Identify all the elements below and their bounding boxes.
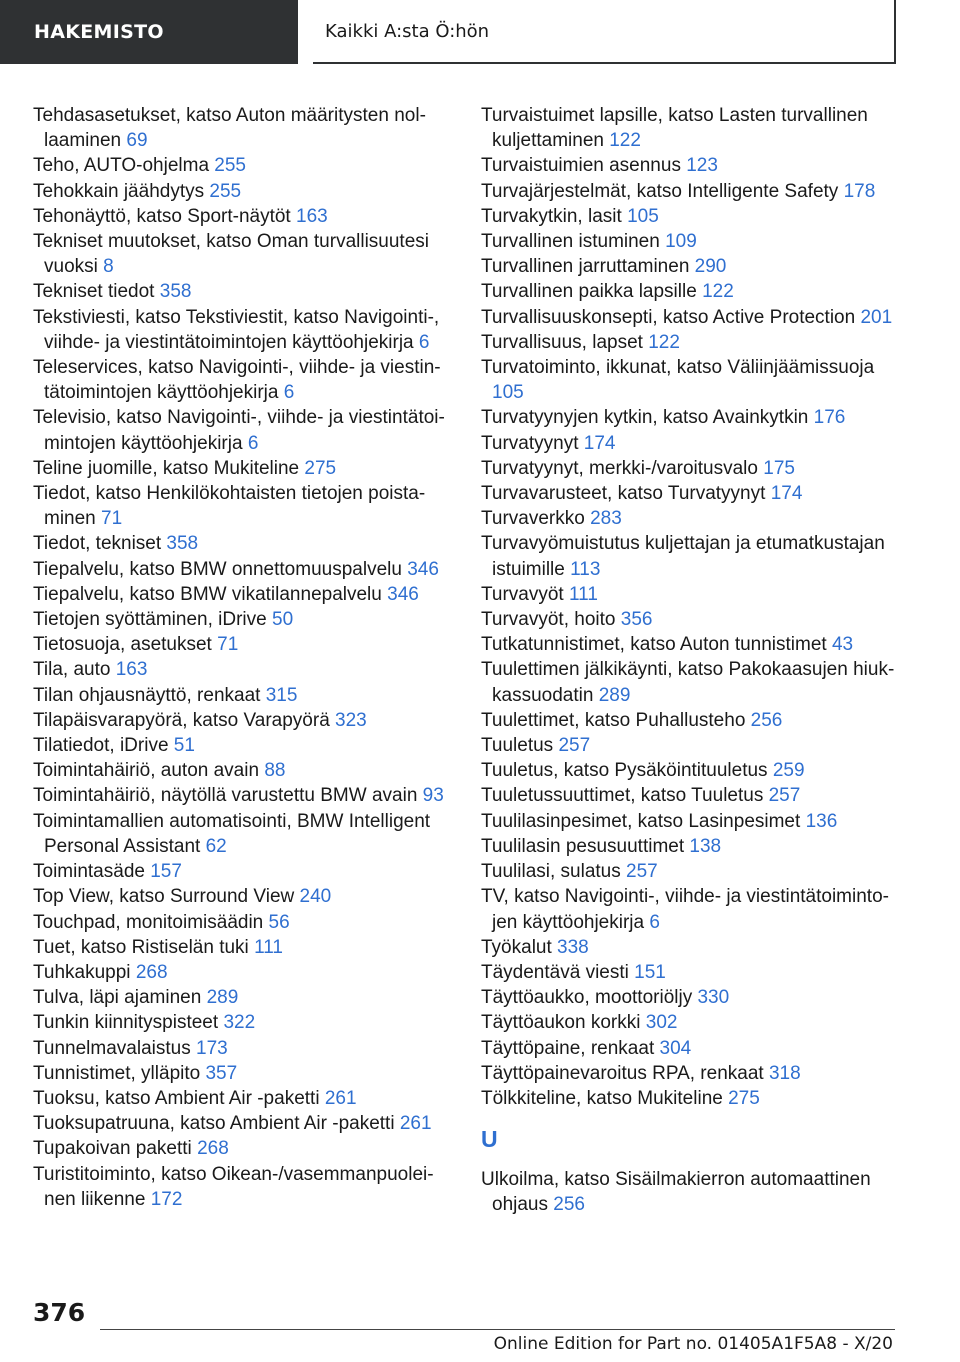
entry-page-link[interactable]: 173 bbox=[196, 1037, 228, 1059]
entry-text: Tuulilasinpesimet, katso Lasinpesimet bbox=[481, 810, 801, 832]
entry-text: Turvajärjestelmät, katso Intelligente Safety bbox=[481, 180, 839, 202]
entry-text: Tekstiviesti, katso Tekstiviestit, katso Navigointi-, viihde- ja viestintätoimintojen käyttöohjekirja bbox=[33, 306, 440, 353]
entry-page-link[interactable]: 175 bbox=[763, 457, 795, 479]
index-entry bbox=[33, 305, 453, 355]
index-entry bbox=[481, 758, 901, 783]
index-entry bbox=[33, 531, 453, 556]
index-entry bbox=[33, 1162, 453, 1212]
entry-page-link[interactable]: 255 bbox=[209, 180, 242, 202]
entry-page-link[interactable]: 283 bbox=[590, 508, 622, 530]
index-entry bbox=[33, 657, 453, 682]
entry-text: Täydentävä viesti bbox=[481, 961, 629, 983]
entry-page-link[interactable]: 290 bbox=[694, 256, 727, 278]
entry-text: Täyttöpaine, renkaat bbox=[481, 1037, 655, 1059]
index-entry bbox=[481, 607, 901, 632]
entry-page-link[interactable]: 240 bbox=[299, 886, 332, 908]
entry-page-link[interactable]: 318 bbox=[768, 1062, 801, 1084]
entry-text: Tuulettimen jälkikäynti, katso Pakokaasujen hiukkassuodatin bbox=[481, 659, 895, 706]
entry-text: Tehdasasetukset, katso Auton määritysten nollaaminen bbox=[33, 105, 426, 152]
index-entry bbox=[481, 859, 901, 884]
footer-edition: Online Edition for Part no. 01405A1F5A8 - X/20 bbox=[493, 1334, 893, 1354]
index-entry bbox=[33, 607, 453, 632]
index-entry bbox=[33, 279, 453, 304]
entry-page-link[interactable]: 268 bbox=[135, 961, 168, 983]
entry-text: Tuuletus bbox=[481, 735, 554, 757]
entry-text: Teline juomille, katso Mukiteline bbox=[33, 457, 300, 479]
entry-page-link[interactable]: 275 bbox=[304, 457, 337, 479]
index-entry bbox=[481, 431, 901, 456]
index-entry bbox=[33, 582, 453, 607]
index-entry bbox=[33, 758, 453, 783]
entry-page-link[interactable]: 62 bbox=[205, 835, 227, 857]
entry-page-link[interactable]: 163 bbox=[296, 205, 328, 227]
entry-page-link[interactable]: 257 bbox=[768, 785, 801, 807]
entry-text: Tiepalvelu, katso BMW vikatilannepalvelu bbox=[33, 583, 382, 605]
entry-text: Turvavarusteet, katso Turvatyynyt bbox=[481, 483, 766, 505]
index-entry bbox=[33, 1036, 453, 1061]
entry-text: Teleservices, katso Navigointi-, viihde- ja viestintätoimintojen käyttöohjekirja bbox=[33, 357, 441, 404]
index-entry bbox=[481, 153, 901, 178]
entry-page-link[interactable]: 71 bbox=[101, 508, 123, 530]
entry-page-link[interactable]: 338 bbox=[557, 936, 589, 958]
entry-page-link[interactable]: 346 bbox=[387, 583, 419, 605]
entry-page-link[interactable]: 330 bbox=[697, 987, 730, 1009]
entry-text: Tekniset tiedot bbox=[33, 281, 155, 303]
entry-text: Tilatiedot, iDrive bbox=[33, 735, 169, 757]
entry-text: Tietosuoja, asetukset bbox=[33, 634, 212, 656]
entry-text: Tiedot, katso Henkilökohtaisten tietojen poistaminen bbox=[33, 483, 426, 530]
entry-text: Turvavyömuistutus kuljettajan ja etumatkustajan istuimille bbox=[481, 533, 885, 580]
index-entry bbox=[481, 884, 901, 934]
entry-text: Turvaistuimet lapsille, katso Lasten turvallinen kuljettaminen bbox=[481, 105, 868, 152]
entry-text: Turvakytkin, lasit bbox=[481, 205, 622, 227]
entry-text: Tuulilasin pesusuuttimet bbox=[481, 835, 685, 857]
index-entry bbox=[481, 204, 901, 229]
index-entry bbox=[33, 783, 453, 808]
entry-text: Turvaverkko bbox=[481, 508, 585, 530]
entry-text: Tupakoivan paketti bbox=[33, 1138, 192, 1160]
index-entry bbox=[481, 809, 901, 834]
index-entry bbox=[33, 153, 453, 178]
entry-page-link[interactable]: 302 bbox=[645, 1012, 678, 1034]
index-list-right bbox=[481, 103, 901, 1111]
entry-page-link[interactable]: 257 bbox=[626, 861, 658, 883]
entry-text: Tilan ohjausnäyttö, renkaat bbox=[33, 684, 261, 706]
entry-page-link[interactable]: 304 bbox=[659, 1037, 692, 1059]
index-entry bbox=[33, 456, 453, 481]
footer-divider bbox=[100, 1329, 895, 1330]
index-entry bbox=[33, 179, 453, 204]
entry-page-link[interactable]: 174 bbox=[770, 483, 803, 505]
entry-text: Toimintahäiriö, näytöllä varustettu BMW avain bbox=[33, 785, 418, 807]
entry-text: Tuulilasi, sulatus bbox=[481, 861, 621, 883]
entry-page-link[interactable]: 178 bbox=[843, 180, 876, 202]
entry-text: Täyttöaukko, moottoriöljy bbox=[481, 987, 693, 1009]
entry-text: Tölkkiteline, katso Mukiteline bbox=[481, 1087, 723, 1109]
entry-text: Tiedot, tekniset bbox=[33, 533, 162, 555]
index-entry bbox=[481, 1061, 901, 1086]
entry-text: Turvallinen jarruttaminen bbox=[481, 256, 690, 278]
entry-text: Tuuletussuuttimet, katso Tuuletus bbox=[481, 785, 764, 807]
index-entry bbox=[33, 985, 453, 1010]
entry-text: Tuulettimet, katso Puhallusteho bbox=[481, 709, 746, 731]
index-entry bbox=[481, 531, 901, 581]
entry-page-link[interactable]: 256 bbox=[750, 709, 783, 731]
index-entry bbox=[481, 481, 901, 506]
entry-page-link[interactable]: 69 bbox=[126, 130, 148, 152]
chapter-title bbox=[313, 0, 896, 64]
entry-page-link[interactable]: 358 bbox=[166, 533, 199, 555]
entry-text: Touchpad, monitoimisäädin bbox=[33, 911, 264, 933]
entry-page-link[interactable]: 111 bbox=[254, 936, 283, 958]
index-column-left bbox=[33, 103, 453, 1212]
entry-text: Turvatyynyt, merkki-/varoitusvalo bbox=[481, 457, 758, 479]
index-entry bbox=[481, 355, 901, 405]
entry-text: TV, katso Navigointi-, viihde- ja viestintätoimintojen käyttöohjekirja bbox=[481, 886, 889, 933]
entry-text: Tiepalvelu, katso BMW onnettomuuspalvelu bbox=[33, 558, 402, 580]
entry-text: Tuoksu, katso Ambient Air -paketti bbox=[33, 1087, 320, 1109]
index-entry bbox=[481, 305, 901, 330]
entry-page-link[interactable]: 105 bbox=[627, 205, 659, 227]
index-list-u bbox=[481, 1167, 901, 1217]
index-entry bbox=[33, 960, 453, 985]
entry-text: Turvallinen istuminen bbox=[481, 231, 660, 253]
entry-text: Tuoksupatruuna, katso Ambient Air -paketti bbox=[33, 1113, 395, 1135]
index-entry bbox=[33, 1010, 453, 1035]
entry-page-link[interactable]: 6 bbox=[649, 911, 660, 933]
entry-text: Turvaistuimien asennus bbox=[481, 155, 681, 177]
entry-text: Täyttöaukon korkki bbox=[481, 1012, 641, 1034]
entry-page-link[interactable]: 6 bbox=[418, 331, 430, 353]
entry-text: Tehonäyttö, katso Sport-näytöt bbox=[33, 205, 291, 227]
entry-text: Tulva, läpi ajaminen bbox=[33, 987, 202, 1009]
entry-page-link[interactable]: 268 bbox=[197, 1138, 229, 1160]
index-entry bbox=[481, 657, 901, 707]
entry-text: Tekniset muutokset, katso Oman turvallisuutesi vuoksi bbox=[33, 231, 430, 278]
index-entry bbox=[481, 733, 901, 758]
entry-page-link[interactable]: 122 bbox=[648, 331, 680, 353]
entry-page-link[interactable]: 8 bbox=[103, 256, 114, 278]
entry-page-link[interactable]: 289 bbox=[206, 987, 239, 1009]
index-entry bbox=[481, 179, 901, 204]
entry-page-link[interactable]: 346 bbox=[407, 558, 439, 580]
entry-page-link[interactable]: 43 bbox=[831, 634, 854, 656]
entry-page-link[interactable]: 259 bbox=[772, 760, 805, 782]
entry-page-link[interactable]: 113 bbox=[570, 558, 601, 580]
index-entry bbox=[481, 506, 901, 531]
entry-page-link[interactable]: 357 bbox=[205, 1062, 238, 1084]
entry-text: Turvallisuus, lapset bbox=[481, 331, 643, 353]
entry-page-link[interactable]: 275 bbox=[728, 1087, 760, 1109]
entry-text: Televisio, katso Navigointi-, viihde- ja viestintätoimintojen käyttöohjekirja bbox=[33, 407, 445, 454]
entry-page-link[interactable]: 51 bbox=[173, 735, 195, 757]
index-entry bbox=[481, 1036, 901, 1061]
entry-page-link[interactable]: 136 bbox=[805, 810, 838, 832]
entry-text: Ulkoilma, katso Sisäilmakierron automaattinen ohjaus bbox=[481, 1169, 871, 1216]
entry-page-link[interactable]: 56 bbox=[268, 911, 290, 933]
entry-page-link[interactable]: 6 bbox=[247, 432, 259, 454]
entry-text: Turvallinen paikka lapsille bbox=[481, 281, 697, 303]
index-entry bbox=[33, 910, 453, 935]
entry-page-link[interactable]: 172 bbox=[150, 1188, 183, 1210]
entry-page-link[interactable]: 356 bbox=[620, 609, 653, 631]
index-entry bbox=[481, 1010, 901, 1035]
index-entry bbox=[481, 279, 901, 304]
entry-text: Tehokkain jäähdytys bbox=[33, 180, 205, 202]
entry-page-link[interactable]: 261 bbox=[399, 1113, 432, 1135]
entry-page-link[interactable]: 122 bbox=[609, 130, 641, 152]
entry-page-link[interactable]: 157 bbox=[150, 861, 182, 883]
index-column-right bbox=[481, 103, 901, 1218]
entry-page-link[interactable]: 201 bbox=[860, 306, 893, 328]
entry-text: Tuhkakuppi bbox=[33, 961, 131, 983]
entry-page-link[interactable]: 257 bbox=[558, 735, 591, 757]
entry-text: Tunnelmavalaistus bbox=[33, 1037, 191, 1059]
index-entry bbox=[33, 103, 453, 153]
index-entry bbox=[481, 985, 901, 1010]
index-entry bbox=[481, 960, 901, 985]
entry-page-link[interactable]: 256 bbox=[553, 1194, 585, 1216]
index-entry bbox=[481, 834, 901, 859]
index-entry bbox=[33, 935, 453, 960]
page-number: 376 bbox=[33, 1298, 86, 1327]
entry-text: Turvatyynyjen kytkin, katso Avainkytkin bbox=[481, 407, 809, 429]
entry-text: Turvatyynyt bbox=[481, 432, 579, 454]
entry-page-link[interactable]: 123 bbox=[686, 155, 718, 177]
entry-text: Tunnistimet, ylläpito bbox=[33, 1062, 201, 1084]
entry-page-link[interactable]: 6 bbox=[283, 382, 295, 404]
index-entry bbox=[481, 456, 901, 481]
entry-page-link[interactable]: 163 bbox=[115, 659, 148, 681]
index-entry bbox=[33, 708, 453, 733]
entry-text: Tilapäisvarapyörä, katso Varapyörä bbox=[33, 709, 330, 731]
index-entry bbox=[33, 859, 453, 884]
index-entry bbox=[481, 582, 901, 607]
entry-text: Turvatoiminto, ikkunat, katso Väliinjäämissuoja bbox=[481, 357, 875, 379]
entry-page-link[interactable]: 138 bbox=[689, 835, 722, 857]
entry-text: Tietojen syöttäminen, iDrive bbox=[33, 609, 267, 631]
index-entry bbox=[33, 557, 453, 582]
entry-page-link[interactable]: 322 bbox=[223, 1012, 256, 1034]
entry-text: Toimintasäde bbox=[33, 861, 145, 883]
index-entry bbox=[481, 254, 901, 279]
entry-text: Tunkin kiinnityspisteet bbox=[33, 1012, 219, 1034]
entry-page-link[interactable]: 105 bbox=[492, 382, 524, 404]
entry-text: Toimintamallien automatisointi, BMW Intelligent Personal Assistant bbox=[33, 810, 431, 857]
index-entry bbox=[33, 809, 453, 859]
entry-page-link[interactable]: 88 bbox=[264, 760, 286, 782]
index-entry bbox=[33, 204, 453, 229]
index-entry bbox=[481, 330, 901, 355]
section-tab: HAKEMISTO bbox=[0, 0, 298, 64]
index-entry bbox=[33, 1086, 453, 1111]
entry-text: Täyttöpainevaroitus RPA, renkaat bbox=[481, 1062, 764, 1084]
index-entry bbox=[481, 708, 901, 733]
entry-page-link[interactable]: 109 bbox=[665, 231, 697, 253]
entry-text: Teho, AUTO-ohjelma bbox=[33, 155, 210, 177]
entry-text: Turistitoiminto, katso Oikean-/vasemmanpuoleinen liikenne bbox=[33, 1163, 434, 1210]
entry-text: Top View, katso Surround View bbox=[33, 886, 295, 908]
entry-text: Toimintahäiriö, auton avain bbox=[33, 760, 260, 782]
index-entry bbox=[33, 683, 453, 708]
entry-page-link[interactable]: 358 bbox=[159, 281, 192, 303]
index-entry bbox=[481, 103, 901, 153]
index-entry bbox=[481, 229, 901, 254]
index-entry bbox=[33, 229, 453, 279]
entry-page-link[interactable]: 93 bbox=[422, 785, 444, 807]
entry-text: Tutkatunnistimet, katso Auton tunnistimet bbox=[481, 634, 827, 656]
entry-text: Tuet, katso Ristiselän tuki bbox=[33, 936, 249, 958]
index-entry bbox=[33, 1136, 453, 1161]
entry-page-link[interactable]: 176 bbox=[813, 407, 846, 429]
index-entry bbox=[481, 1167, 901, 1217]
entry-text: Tuuletus, katso Pysäköintituuletus bbox=[481, 760, 768, 782]
entry-page-link[interactable]: 122 bbox=[702, 281, 734, 303]
index-entry bbox=[33, 1111, 453, 1136]
entry-text: Turvavyöt, hoito bbox=[481, 609, 616, 631]
index-entry bbox=[33, 355, 453, 405]
entry-page-link[interactable]: 50 bbox=[272, 609, 294, 631]
index-entry bbox=[481, 935, 901, 960]
index-entry bbox=[33, 884, 453, 909]
entry-text: Turvavyöt bbox=[481, 583, 564, 605]
entry-page-link[interactable]: 289 bbox=[598, 684, 631, 706]
index-entry bbox=[33, 733, 453, 758]
index-entry bbox=[33, 1061, 453, 1086]
index-entry bbox=[33, 405, 453, 455]
index-entry bbox=[481, 632, 901, 657]
index-entry bbox=[33, 632, 453, 657]
chapter-title-text: Kaikki A:sta Ö:hön bbox=[325, 20, 490, 42]
entry-page-link[interactable]: 71 bbox=[217, 634, 239, 656]
section-letter: U bbox=[481, 1126, 498, 1153]
entry-page-link[interactable]: 174 bbox=[583, 432, 616, 454]
index-entry bbox=[481, 1086, 901, 1111]
entry-page-link[interactable]: 315 bbox=[265, 684, 298, 706]
entry-page-link[interactable]: 261 bbox=[324, 1087, 357, 1109]
index-entry bbox=[33, 481, 453, 531]
index-entry bbox=[481, 783, 901, 808]
entry-page-link[interactable]: 255 bbox=[214, 155, 246, 177]
entry-text: Tila, auto bbox=[33, 659, 111, 681]
entry-page-link[interactable]: 151 bbox=[634, 961, 666, 983]
entry-page-link[interactable]: 323 bbox=[335, 709, 367, 731]
entry-text: Turvallisuuskonsepti, katso Active Protection bbox=[481, 306, 856, 328]
entry-page-link[interactable]: 111 bbox=[569, 583, 598, 605]
entry-text: Työkalut bbox=[481, 936, 552, 958]
index-entry bbox=[481, 405, 901, 430]
